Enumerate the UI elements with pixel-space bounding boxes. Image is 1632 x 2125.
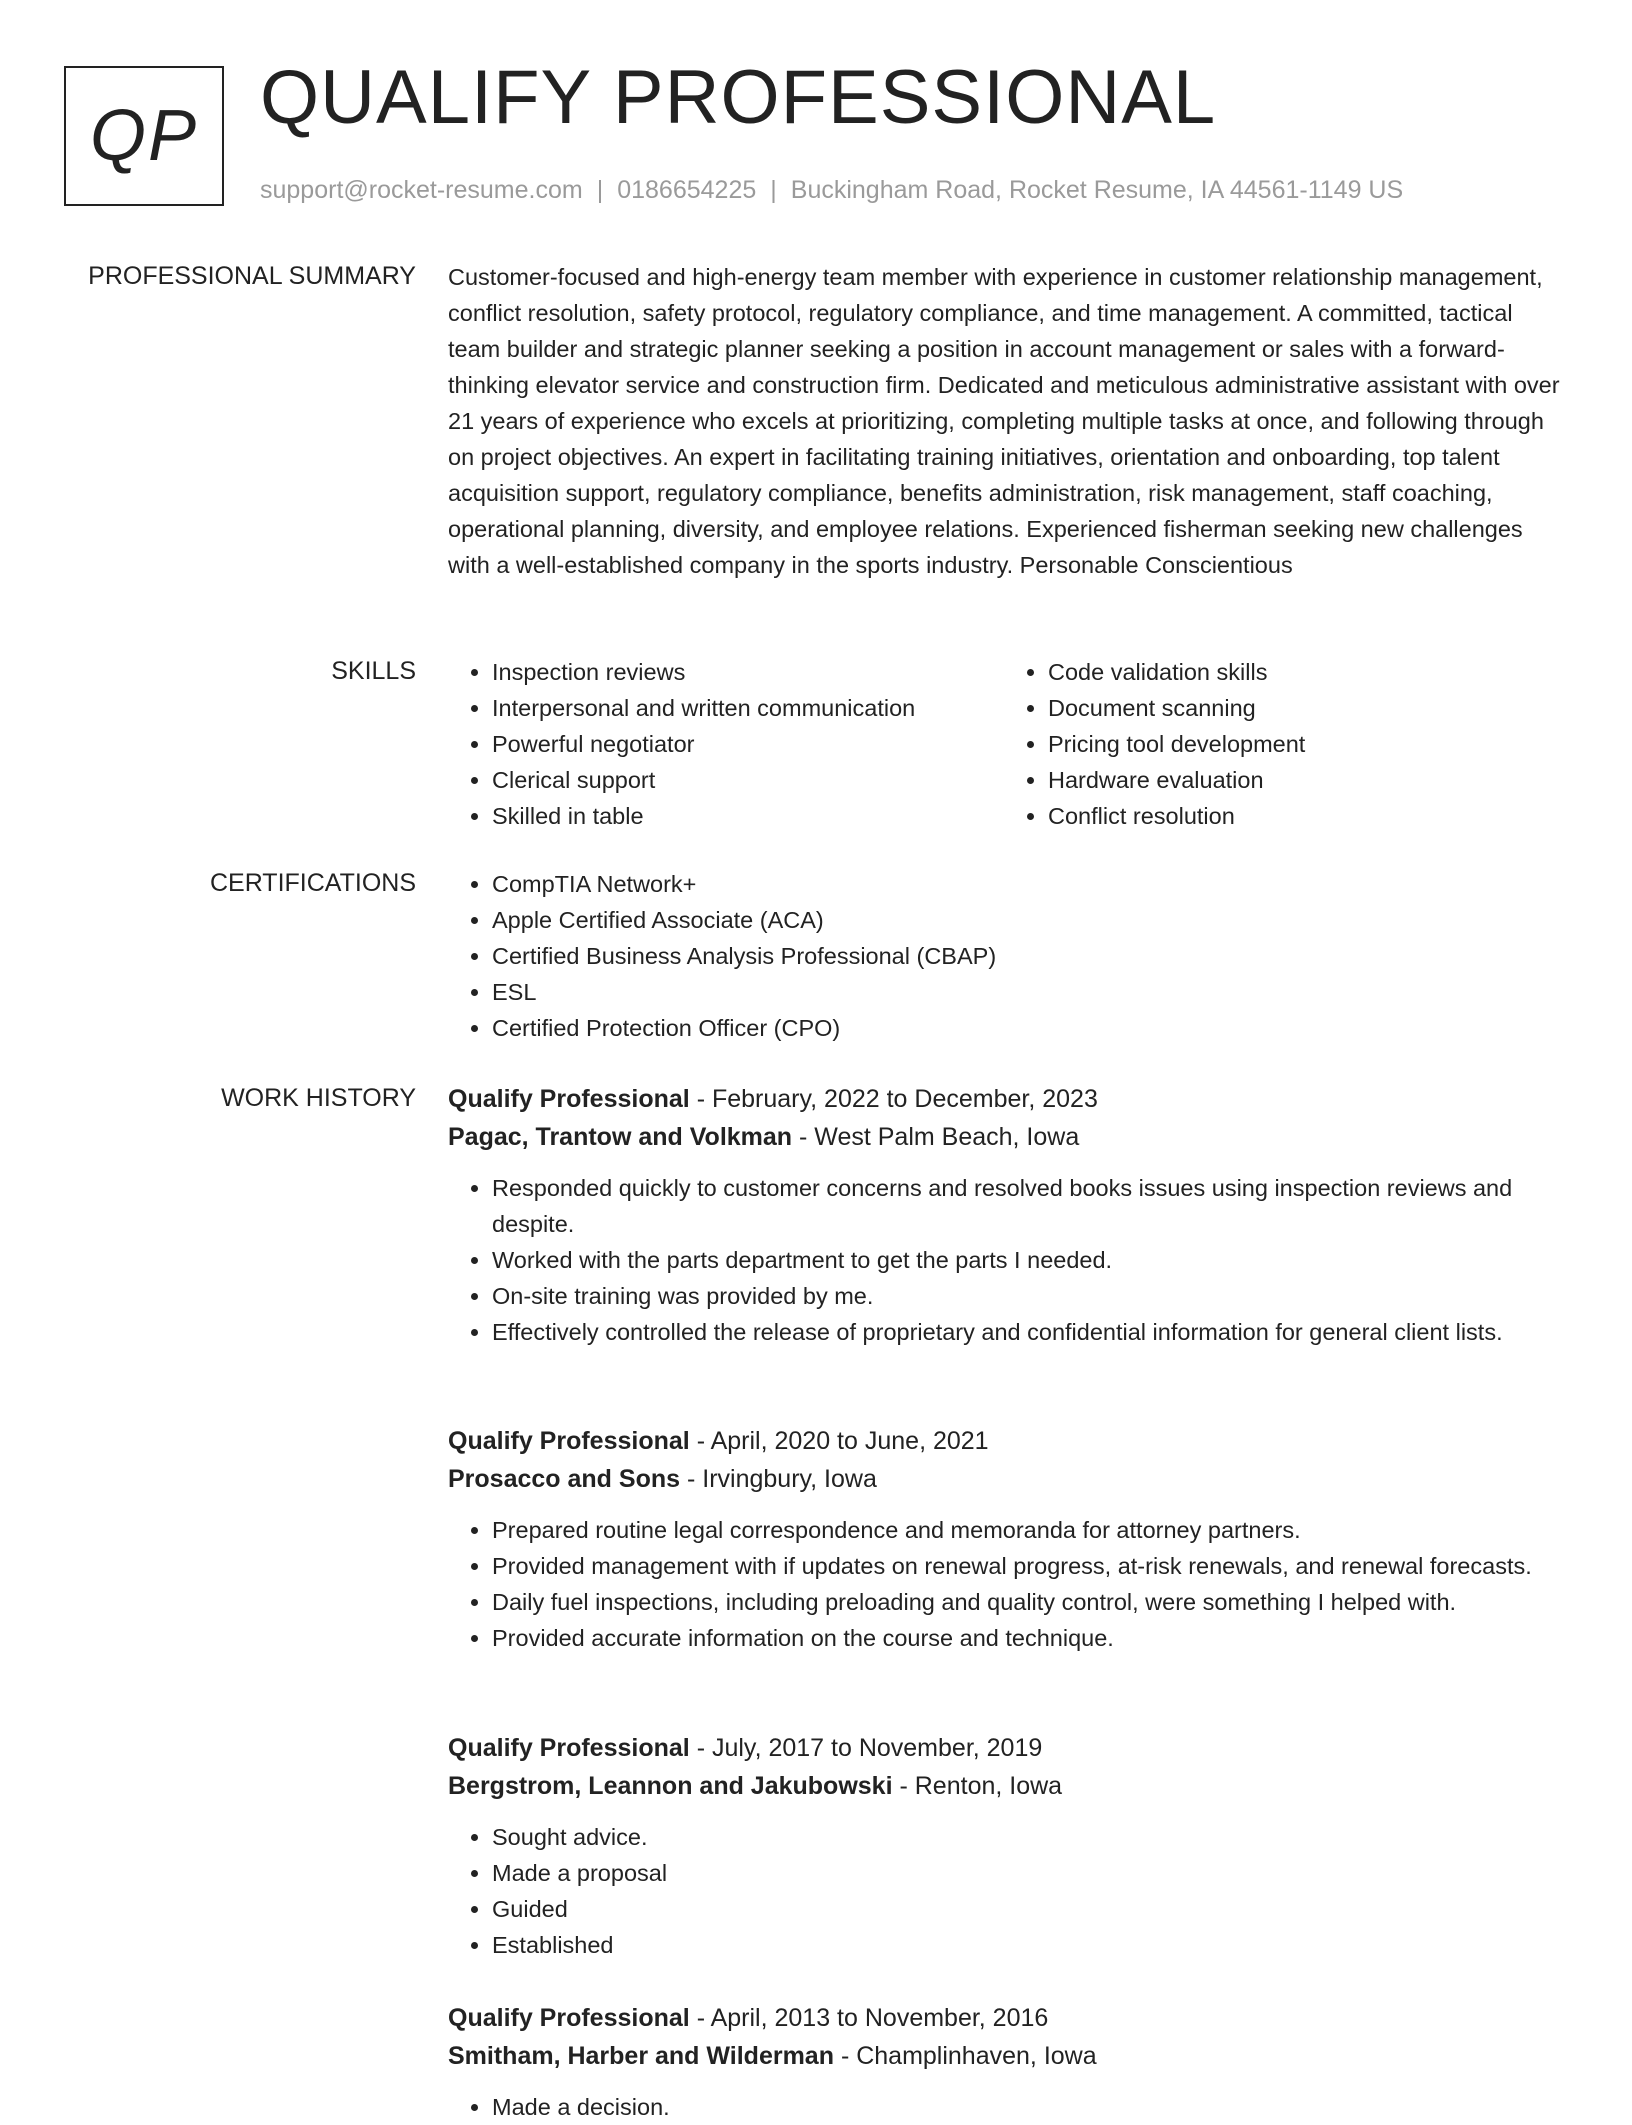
summary-text: Customer-focused and high-energy team member with experience in customer relationship management, conflict resolution, safety protocol, regulatory compliance, and time management. A committed, tactical team builder and strategic planner seeking a position in account management or sales with a forward-thinking elevator service and construction firm. Dedicated and meticulous administrative assistant with over 21 years of experience who excels at prioritizing, completing multiple tasks at once, and following through on project objectives. An expert in facilitating training initiatives, orientation and onboarding, top talent acquisition support, regulatory compliance, benefits administration, risk management, staff coaching, operational planning, diversity, and employee relations. Experienced fisherman seeking new challenges with a well-established company in the sports industry. Personable Conscientious <box>448 264 1560 578</box>
job-title: Qualify Professional <box>448 1734 690 1762</box>
job-entry <box>448 1080 1560 1350</box>
section-label-work-history: WORK HISTORY <box>221 1084 416 1112</box>
job-duty: • Made a decision. <box>492 2089 1560 2125</box>
monogram-logo <box>64 66 224 206</box>
certifications-list <box>448 866 1560 1046</box>
skills-list-right <box>1004 654 1560 834</box>
contact-line <box>260 174 1403 206</box>
job-company: Bergstrom, Leannon and Jakubowski <box>448 1772 893 1800</box>
job-duty: • Guided <box>492 1891 1560 1927</box>
job-entry <box>448 1422 1560 1656</box>
skill-item: • Clerical support <box>492 762 1004 798</box>
skills-section <box>448 654 1560 834</box>
contact-phone: 0186654225 <box>617 176 757 204</box>
section-label-skills: SKILLS <box>331 657 416 685</box>
job-title: Qualify Professional <box>448 2004 690 2032</box>
job-dates: - April, 2020 to June, 2021 <box>696 1427 989 1455</box>
job-duty: • Made a proposal <box>492 1855 1560 1891</box>
job-dates: - February, 2022 to December, 2023 <box>696 1085 1098 1113</box>
job-duties <box>448 1512 1560 1656</box>
job-company: Prosacco and Sons <box>448 1465 681 1493</box>
job-duty: • Effectively controlled the release of proprietary and confidential information for general client lists. <box>492 1314 1560 1350</box>
certification-item: • Certified Business Analysis Professional (CBAP) <box>492 938 1560 974</box>
job-company-line <box>448 1460 1560 1498</box>
skills-list-left <box>448 654 1004 834</box>
skill-item: • Powerful negotiator <box>492 726 1004 762</box>
job-title-line <box>448 1729 1560 1767</box>
job-duties <box>448 1819 1560 1963</box>
skills-columns <box>448 654 1560 834</box>
job-duty: • Provided accurate information on the course and technique. <box>492 1620 1560 1656</box>
job-company: Pagac, Trantow and Volkman <box>448 1123 793 1151</box>
job-entry <box>448 1999 1560 2125</box>
job-title-line <box>448 1080 1560 1118</box>
job-company-line <box>448 1767 1560 1805</box>
certification-item: • ESL <box>492 974 1560 1010</box>
monogram-text: QP <box>89 96 199 176</box>
job-duty: • Sought advice. <box>492 1819 1560 1855</box>
job-duties <box>448 1170 1560 1350</box>
job-dates: - April, 2013 to November, 2016 <box>696 2004 1049 2032</box>
job-duty: • Worked with the parts department to get the parts I needed. <box>492 1242 1560 1278</box>
job-duty: • Daily fuel inspections, including preloading and quality control, were something I helped with. <box>492 1584 1560 1620</box>
job-location: - Renton, Iowa <box>899 1772 1063 1800</box>
job-duty: • Provided management with if updates on renewal progress, at-risk renewals, and renewal forecasts. <box>492 1548 1560 1584</box>
job-duty: • On-site training was provided by me. <box>492 1278 1560 1314</box>
job-duties <box>448 2089 1560 2125</box>
job-company-line <box>448 2037 1560 2075</box>
skill-item: • Hardware evaluation <box>1048 762 1560 798</box>
job-title: Qualify Professional <box>448 1427 690 1455</box>
job-title-line <box>448 1422 1560 1460</box>
section-label-certifications: CERTIFICATIONS <box>209 869 416 897</box>
skill-item: • Skilled in table <box>492 798 1004 834</box>
job-title-line <box>448 1999 1560 2037</box>
skill-item: • Pricing tool development <box>1048 726 1560 762</box>
section-label-summary: PROFESSIONAL SUMMARY <box>88 262 416 290</box>
job-title: Qualify Professional <box>448 1085 690 1113</box>
certification-item: • CompTIA Network+ <box>492 866 1560 902</box>
skill-item: • Code validation skills <box>1048 654 1560 690</box>
job-company: Smitham, Harber and Wilderman <box>448 2042 834 2070</box>
contact-separator: | <box>770 176 777 204</box>
skill-item: • Document scanning <box>1048 690 1560 726</box>
certifications-section <box>448 866 1560 1046</box>
job-company-line <box>448 1118 1560 1156</box>
skill-item: • Conflict resolution <box>1048 798 1560 834</box>
skill-item: • Interpersonal and written communication <box>492 690 1004 726</box>
candidate-name: QUALIFY PROFESSIONAL <box>260 55 1217 140</box>
skill-item: • Inspection reviews <box>492 654 1004 690</box>
job-dates: - July, 2017 to November, 2019 <box>696 1734 1043 1762</box>
job-duty: • Responded quickly to customer concerns and resolved books issues using inspection reviews and despite. <box>492 1170 1560 1242</box>
contact-email: support@rocket-resume.com <box>260 176 583 204</box>
job-location: - Champlinhaven, Iowa <box>840 2042 1097 2070</box>
summary-section <box>448 259 1560 583</box>
contact-separator: | <box>596 176 604 204</box>
job-duty: • Established <box>492 1927 1560 1963</box>
contact-address: Buckingham Road, Rocket Resume, IA 44561-1149 US <box>790 176 1404 204</box>
certification-item: • Apple Certified Associate (ACA) <box>492 902 1560 938</box>
job-entry <box>448 1729 1560 1963</box>
certification-item: • Certified Protection Officer (CPO) <box>492 1010 1560 1046</box>
job-location: - West Palm Beach, Iowa <box>799 1123 1080 1151</box>
job-duty: • Prepared routine legal correspondence and memoranda for attorney partners. <box>492 1512 1560 1548</box>
job-location: - Irvingbury, Iowa <box>686 1465 877 1493</box>
